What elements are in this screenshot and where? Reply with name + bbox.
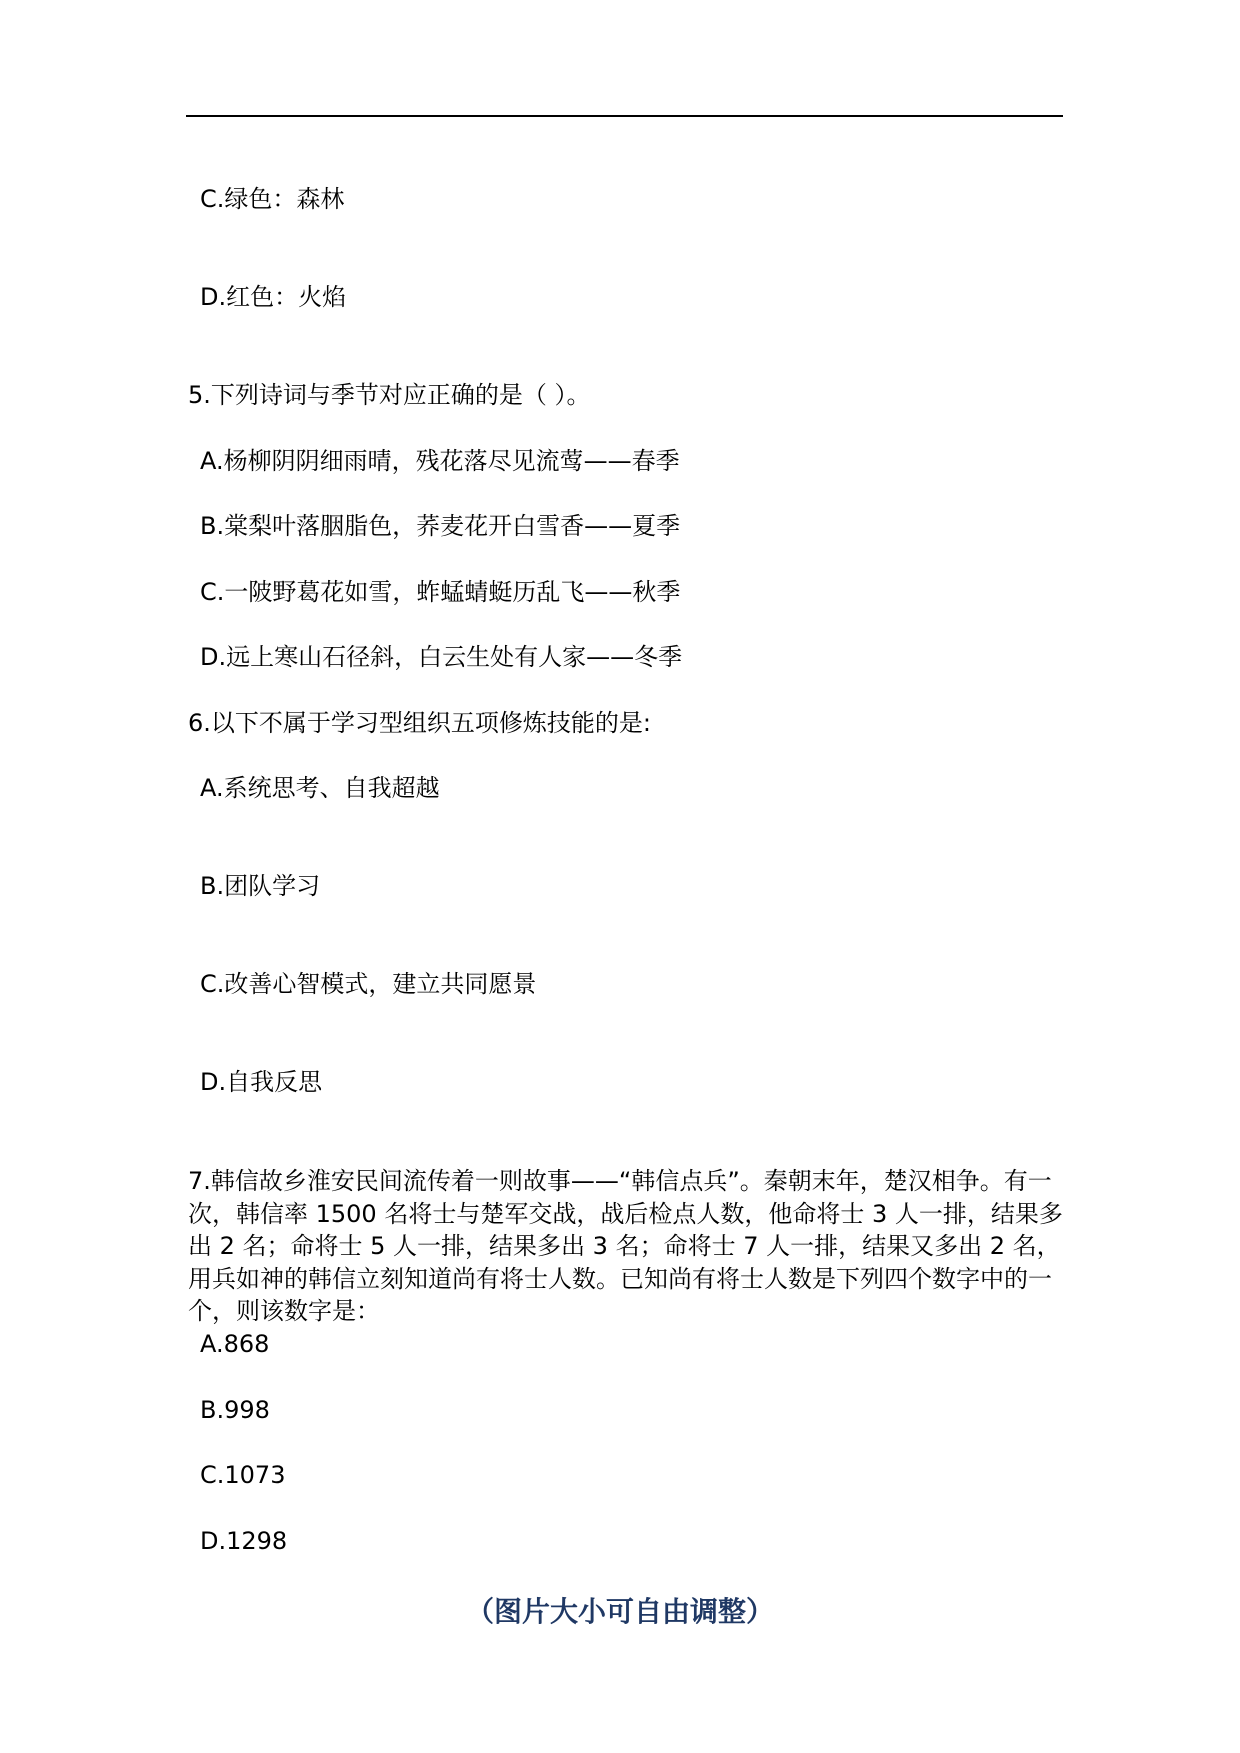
q6-option-a: A.系统思考、自我超越	[200, 774, 440, 802]
q7-option-c: C.1073	[200, 1461, 286, 1489]
image-resize-note: （图片大小可自由调整）	[465, 1595, 774, 1628]
q6-option-b: B.团队学习	[200, 872, 321, 900]
q6-question: 6.以下不属于学习型组织五项修炼技能的是:	[188, 709, 651, 737]
q5-question: 5.下列诗词与季节对应正确的是（ ）。	[188, 381, 591, 409]
q6-option-c: C.改善心智模式，建立共同愿景	[200, 970, 537, 998]
q5-option-b: B.棠梨叶落胭脂色，荞麦花开白雪香——夏季	[200, 512, 681, 540]
q7-option-a: A.868	[200, 1330, 270, 1358]
q5-option-c: C.一陂野葛花如雪，蚱蜢蜻蜓历乱飞——秋季	[200, 578, 681, 606]
q5-option-a: A.杨柳阴阴细雨晴，残花落尽见流莺——春季	[200, 447, 680, 475]
q7-option-b: B.998	[200, 1396, 270, 1424]
q6-option-d: D.自我反思	[200, 1068, 323, 1096]
q7-question: 7.韩信故乡淮安民间流传着一则故事——“韩信点兵”。秦朝末年，楚汉相争。有一次，韩信率 1500 名将士与楚军交战，战后检点人数，他命将士 3 人一排，结果多出 2 名；命将士 5 人一排，结果多出 3 名；命将士 7 人一排，结果又多出 2 名，用兵如神的韩信立刻知道尚有将士人数。已知尚有将士人数是下列四个数字中的一个，则该数字是：	[188, 1167, 1063, 1325]
q7-option-d: D.1298	[200, 1527, 288, 1555]
q4-option-d: D.红色：火焰	[200, 283, 347, 311]
q5-option-d: D.远上寒山石径斜，白云生处有人家——冬季	[200, 643, 683, 671]
q4-option-c: C.绿色：森林	[200, 185, 345, 213]
header-rule	[186, 115, 1063, 117]
